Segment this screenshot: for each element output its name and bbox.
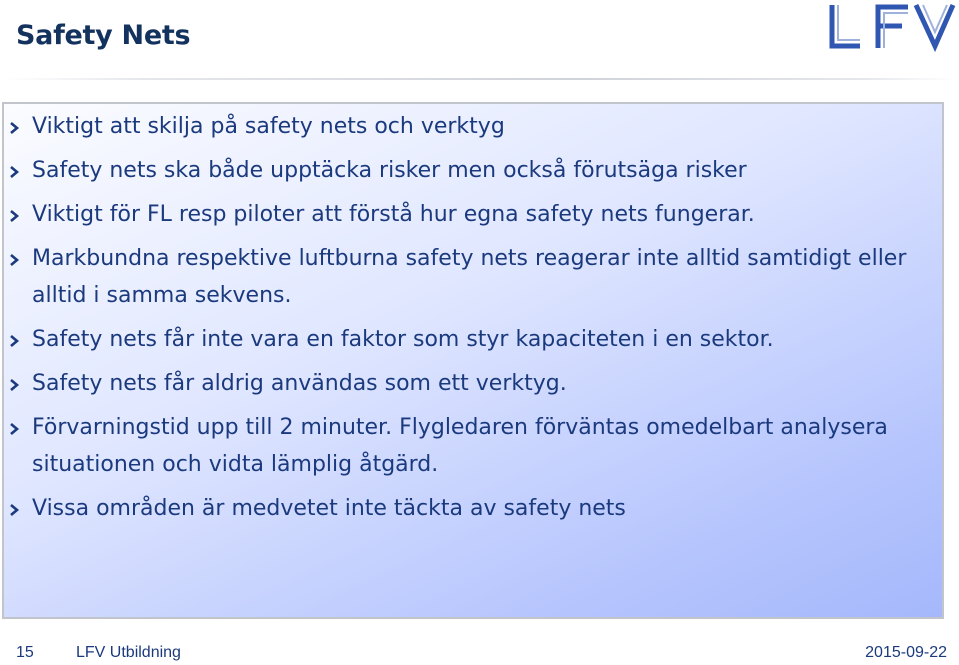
chevron-right-icon	[8, 334, 20, 348]
chevron-right-icon	[8, 165, 20, 179]
chevron-right-icon	[8, 378, 20, 392]
list-item	[32, 108, 922, 145]
lfv-logo	[826, 2, 956, 54]
footer-date: 2015-09-22	[865, 644, 947, 661]
bullet-text: Markbundna respektive luftburna safety nets reagerar inte alltid samtidigt eller alltid i samma sekvens.	[32, 246, 907, 308]
list-item	[32, 196, 922, 233]
title-divider	[2, 78, 957, 80]
chevron-right-icon	[8, 253, 20, 267]
chevron-right-icon	[8, 503, 20, 517]
chevron-right-icon	[8, 121, 20, 135]
list-item	[32, 240, 922, 314]
list-item	[32, 365, 922, 402]
bullet-text: Vissa områden är medvetet inte täckta av safety nets	[32, 496, 626, 521]
slide-title: Safety Nets	[16, 20, 191, 51]
bullet-text: Viktigt att skilja på safety nets och verktyg	[32, 114, 505, 139]
bullet-text: Förvarningstid upp till 2 minuter. Flygledaren förväntas omedelbart analysera situationen och vidta lämplig åtgärd.	[32, 415, 888, 477]
chevron-right-icon	[8, 422, 20, 436]
list-item	[32, 321, 922, 358]
list-item	[32, 152, 922, 189]
bullet-text: Safety nets får aldrig användas som ett verktyg.	[32, 371, 567, 396]
list-item	[32, 490, 922, 527]
bullet-text: Safety nets ska både upptäcka risker men också förutsäga risker	[32, 158, 747, 183]
footer-organization: LFV Utbildning	[76, 644, 181, 661]
bullet-text: Viktigt för FL resp piloter att förstå hur egna safety nets fungerar.	[32, 202, 755, 227]
list-item	[32, 409, 922, 483]
page-number: 15	[16, 644, 34, 661]
bullet-text: Safety nets får inte vara en faktor som styr kapaciteten i en sektor.	[32, 327, 774, 352]
chevron-right-icon	[8, 209, 20, 223]
